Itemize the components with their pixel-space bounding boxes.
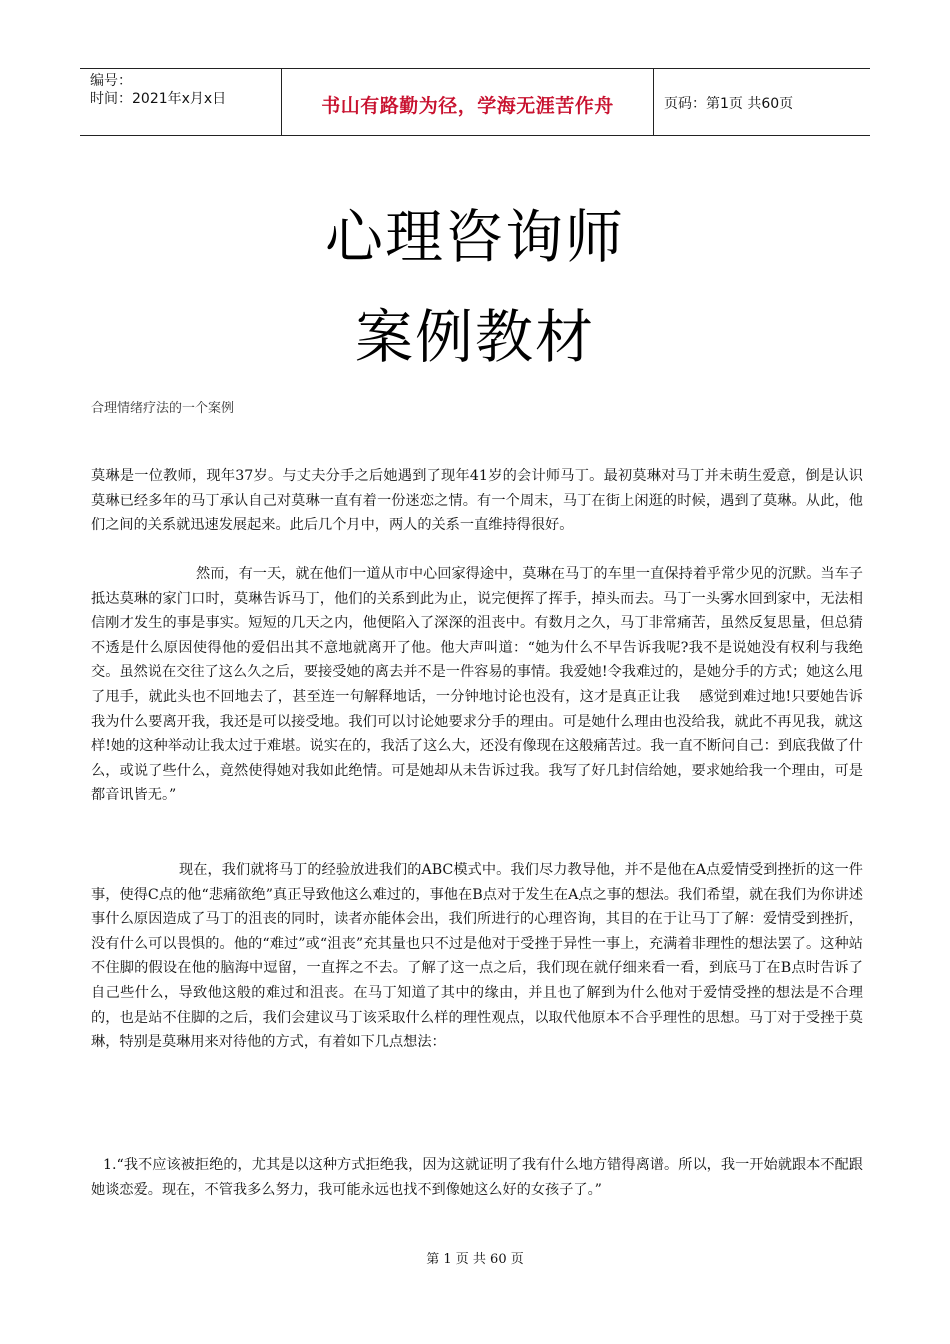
time-label: 时间：2021年x月x日 [90,91,227,107]
number-label: 编号： [90,73,132,89]
document-title-line2: 案例教材 [354,303,595,371]
page-footer: 第 1 页 共 60 页 [426,1252,524,1267]
body-paragraph-2: 然而，有一天，就在他们一道从市中心回家得途中，莫琳在马丁的车里一直保持着乎常少见的沉默。当车子抵达莫琳的家门口时，莫琳告诉马丁，他们的关系到此为止，说完便挥了挥手，掉头而去。马丁一头雾水回到家中，无法相信刚才发生的事是事实。短短的几天之内，他便陷入了深深的沮丧中。有数月之久，马丁非常痛苦，虽然反复思量，但总猜不透是什么原因使得他的爱侣出其不意地就离开了他。他大声叫道：“她为什么不早告诉我呢?我不是说她没有权利与我绝交。虽然说在交往了这么久之后，要接受她的离去并不是一件容易的事情。我爱她!令我难过的，是她分手的方式；她这么甩了甩手，就此头也不回地去了，甚至连一句解释地话，一分钟地讨论也没有，这才是真正让我 感觉到难过地!只要她告诉我为什么要离开我，我还是可以接受地。我们可以讨论她要求分手的理由。可是她什么理由也没给我，就此不再见我，就这样!她的这种举动让我太过于难堪。说实在的，我活了这么大，还没有像现在这般痛苦过。我一直不断问自己：到底我做了什么，或说了些什么，竟然使得她对我如此绝情。可是她却从未告诉过我。我写了好几封信给她，要求她给我一个理由，可是都音讯皆无。” [91,566,863,804]
header-motto: 书山有路勤为径，学海无涯苦作舟 [282,69,654,135]
document-header [80,68,870,136]
body-paragraph-3: 现在，我们就将马丁的经验放进我们的ABC模式中。我们尽力教导他，并不是他在A点爱情受到挫折的这一件事，使得C点的他“悲痛欲绝”真正导致他这么难过的，事他在B点对于发生在A点之事的想法。我们希望，就在我们为你讲述事什么原因造成了马丁的沮丧的同时，读者亦能体会出，我们所进行的心理咨询，其目的在于让马丁了解：爱情受到挫折，没有什么可以畏惧的。他的“难过”或“沮丧”充其量也只不过是他对于受挫于异性一事上，充满着非理性的想法罢了。这种站不住脚的假设在他的脑海中逗留，一直挥之不去。了解了这一点之后，我们现在就仔细来看一看，到底马丁在B点时告诉了自己些什么，导致他这般的难过和沮丧。在马丁知道了其中的缘由，并且也了解到为什么他对于爱情受挫的想法是不合理的，也是站不住脚的之后，我们会建议马丁该采取什么样的理性观点，以取代他原本不合乎理性的思想。马丁对于受挫于莫琳，特别是莫琳用来对待他的方式，有着如下几点想法： [91,862,863,1051]
body-paragraph-1: 莫琳是一位教师，现年37岁。与丈夫分手之后她遇到了现年41岁的会计师马丁。最初莫琳对马丁并未萌生爱意，倒是认识莫琳已经多年的马丁承认自己对莫琳一直有着一份迷恋之情。有一个周末，马丁在街上闲逛的时候，遇到了莫琳。从此，他们之间的关系就迅速发展起来。此后几个月中，两人的关系一直维持得很好。 [91,468,863,534]
document-title-line1: 心理咨询师 [324,203,625,271]
header-page-info: 页码：第1页 共60页 [664,96,794,112]
header-meta [80,69,282,135]
body-paragraph-4: 1.“我不应该被拒绝的，尤其是以这种方式拒绝我，因为这就证明了我有什么地方错得离谱。所以，我一开始就跟本不配跟她谈恋爱。现在，不管我多么努力，我可能永远也找不到像她这么好的女孩子了。” [91,1157,863,1198]
section-subtitle: 合理情绪疗法的一个案例 [91,401,235,416]
